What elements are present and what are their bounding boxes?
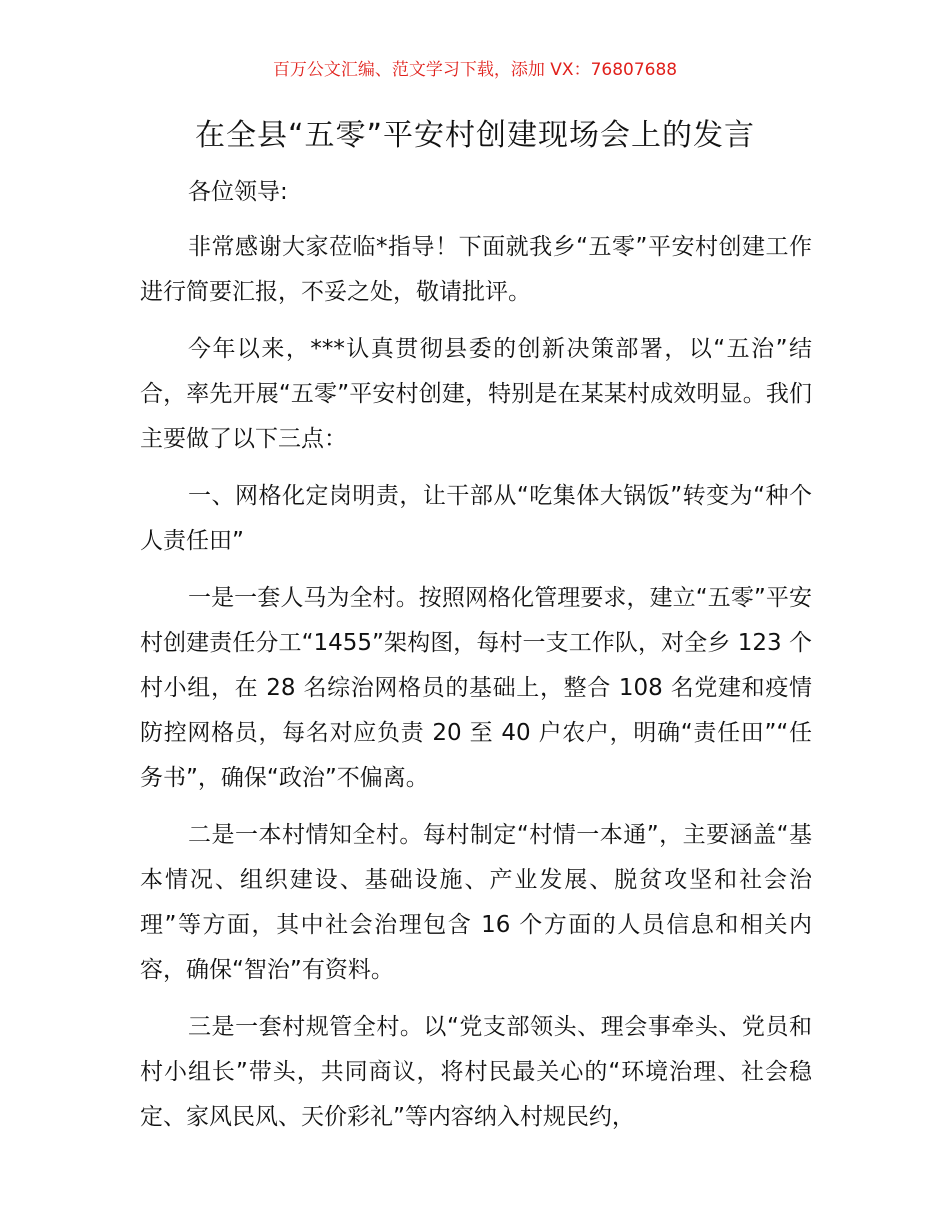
- section-heading-1: 一、网格化定岗明责，让干部从“吃集体大锅饭”转变为“种个人责任田”: [140, 483, 812, 554]
- header-note: 百万公文汇编、范文学习下载，添加 VX：76807688: [272, 60, 678, 80]
- document-body: [140, 170, 812, 1152]
- paragraph-2: 今年以来，***认真贯彻县委的创新决策部署，以“五治”结合，率先开展“五零”平安村创建，特别是在某某村成效明显。我们主要做了以下三点：: [140, 336, 812, 452]
- paragraph-3: 一是一套人马为全村。按照网格化管理要求，建立“五零”平安村创建责任分工“1455”架构图，每村一支工作队，对全乡 123 个村小组，在 28 名综治网格员的基础上，整合 108 名党建和疫情防控网格员，每名对应负责 20 至 40 户农户，明确“责任田”“任务书”，确保“政治”不偏离。: [140, 585, 812, 791]
- paragraph-4: 二是一本村情知全村。每村制定“村情一本通”，主要涵盖“基本情况、组织建设、基础设施、产业发展、脱贫攻坚和社会治理”等方面，其中社会治理包含 16 个方面的人员信息和相关内容，确保“智治”有资料。: [140, 822, 812, 983]
- document-title: 在全县“五零”平安村创建现场会上的发言: [194, 118, 756, 153]
- salutation: 各位领导:: [188, 179, 288, 205]
- paragraph-1: 非常感谢大家莅临*指导！下面就我乡“五零”平安村创建工作进行简要汇报，不妥之处，敬请批评。: [140, 234, 812, 305]
- paragraph-5: 三是一套村规管全村。以“党支部领头、理会事牵头、党员和村小组长”带头，共同商议，将村民最关心的“环境治理、社会稳定、家风民风、天价彩礼”等内容纳入村规民约，: [140, 1014, 812, 1130]
